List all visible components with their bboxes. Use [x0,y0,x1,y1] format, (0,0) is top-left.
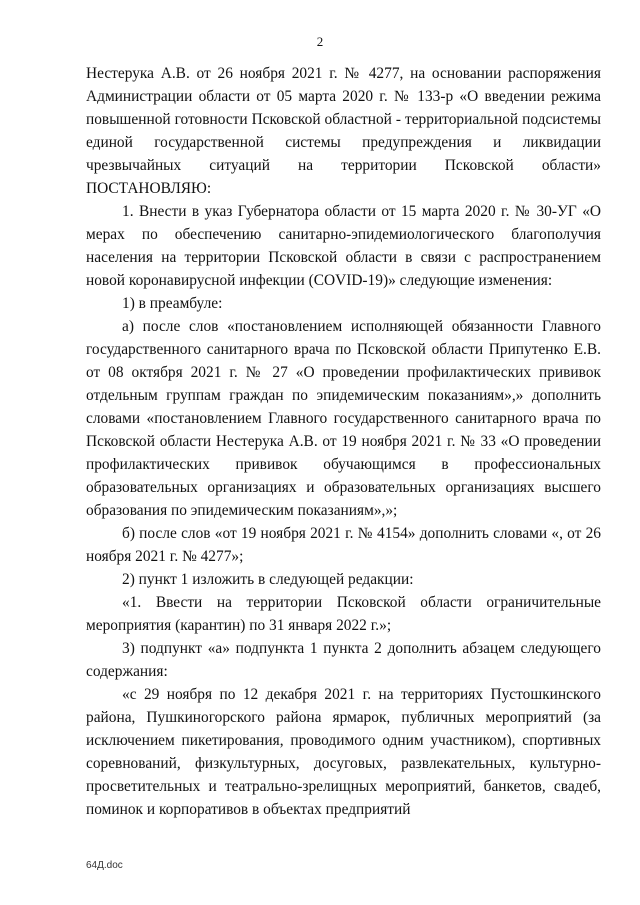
paragraph-intro: Нестерука А.В. от 26 ноября 2021 г. № 4277, на основании распоряжения Администрации области от 05 марта 2020 г. № 133-р «О введении режима повышенной готовности Псковской областной - территориальной подсистемы единой государственной системы предупреждения и ликвидации чрезвычайных ситуаций на территории Псковской области» ПОСТАНОВЛЯЮ: [86,65,601,197]
paragraph-restrictions: «с 29 ноября по 12 декабря 2021 г. на территориях Пустошкинского района, Пушкиногорского района ярмарок, публичных мероприятий (за исключением пикетирования, проводимого одним участником), спортивных соревнований, физкультурных, досуговых, развлекательных, культурно-просветительных и театрально-зрелищных мероприятий, банкетов, свадеб, поминок и корпоративов в объектах предприятий [86,686,601,818]
paragraph-subitem-b: б) после слов «от 19 ноября 2021 г. № 4154» дополнить словами «, от 26 ноября 2021 г. № 4277»; [86,525,601,565]
paragraph-quarantine: «1. Ввести на территории Псковской области ограничительные мероприятия (карантин) по 31 января 2022 г.»; [86,594,601,634]
paragraph-item-2: 2) пункт 1 изложить в следующей редакции: [122,571,414,588]
paragraph-item-1: 1. Внести в указ Губернатора области от 15 марта 2020 г. № 30-УГ «О мерах по обеспечению санитарно-эпидемиологического благополучия населения на территории Псковской области в связи с распространением новой коронавирусной инфекции (COVID-19)» следующие изменения: [86,203,601,289]
page-number: 2 [316,34,324,49]
paragraph-item-3: 3) подпункт «а» подпункта 1 пункта 2 дополнить абзацем следующего содержания: [86,640,601,680]
file-name-footer: 64Д.doc [86,860,123,871]
document-body [86,62,601,821]
paragraph-subitem-a: а) после слов «постановлением исполняющей обязанности Главного государственного санитарного врача по Псковской области Припутенко Е.В. от 08 октября 2021 г. № 27 «О проведении профилактических прививок отдельным группам граждан по эпидемическим показаниям»,» дополнить словами «постановлением Главного государственного санитарного врача по Псковской области Нестерука А.В. от 19 ноября 2021 г. № 33 «О проведении профилактических прививок обучающимся в профессиональных образовательных организациях и образовательных организациях высшего образования по эпидемическим показаниям»,»; [86,318,601,519]
paragraph-preamble: 1) в преамбуле: [122,295,223,312]
